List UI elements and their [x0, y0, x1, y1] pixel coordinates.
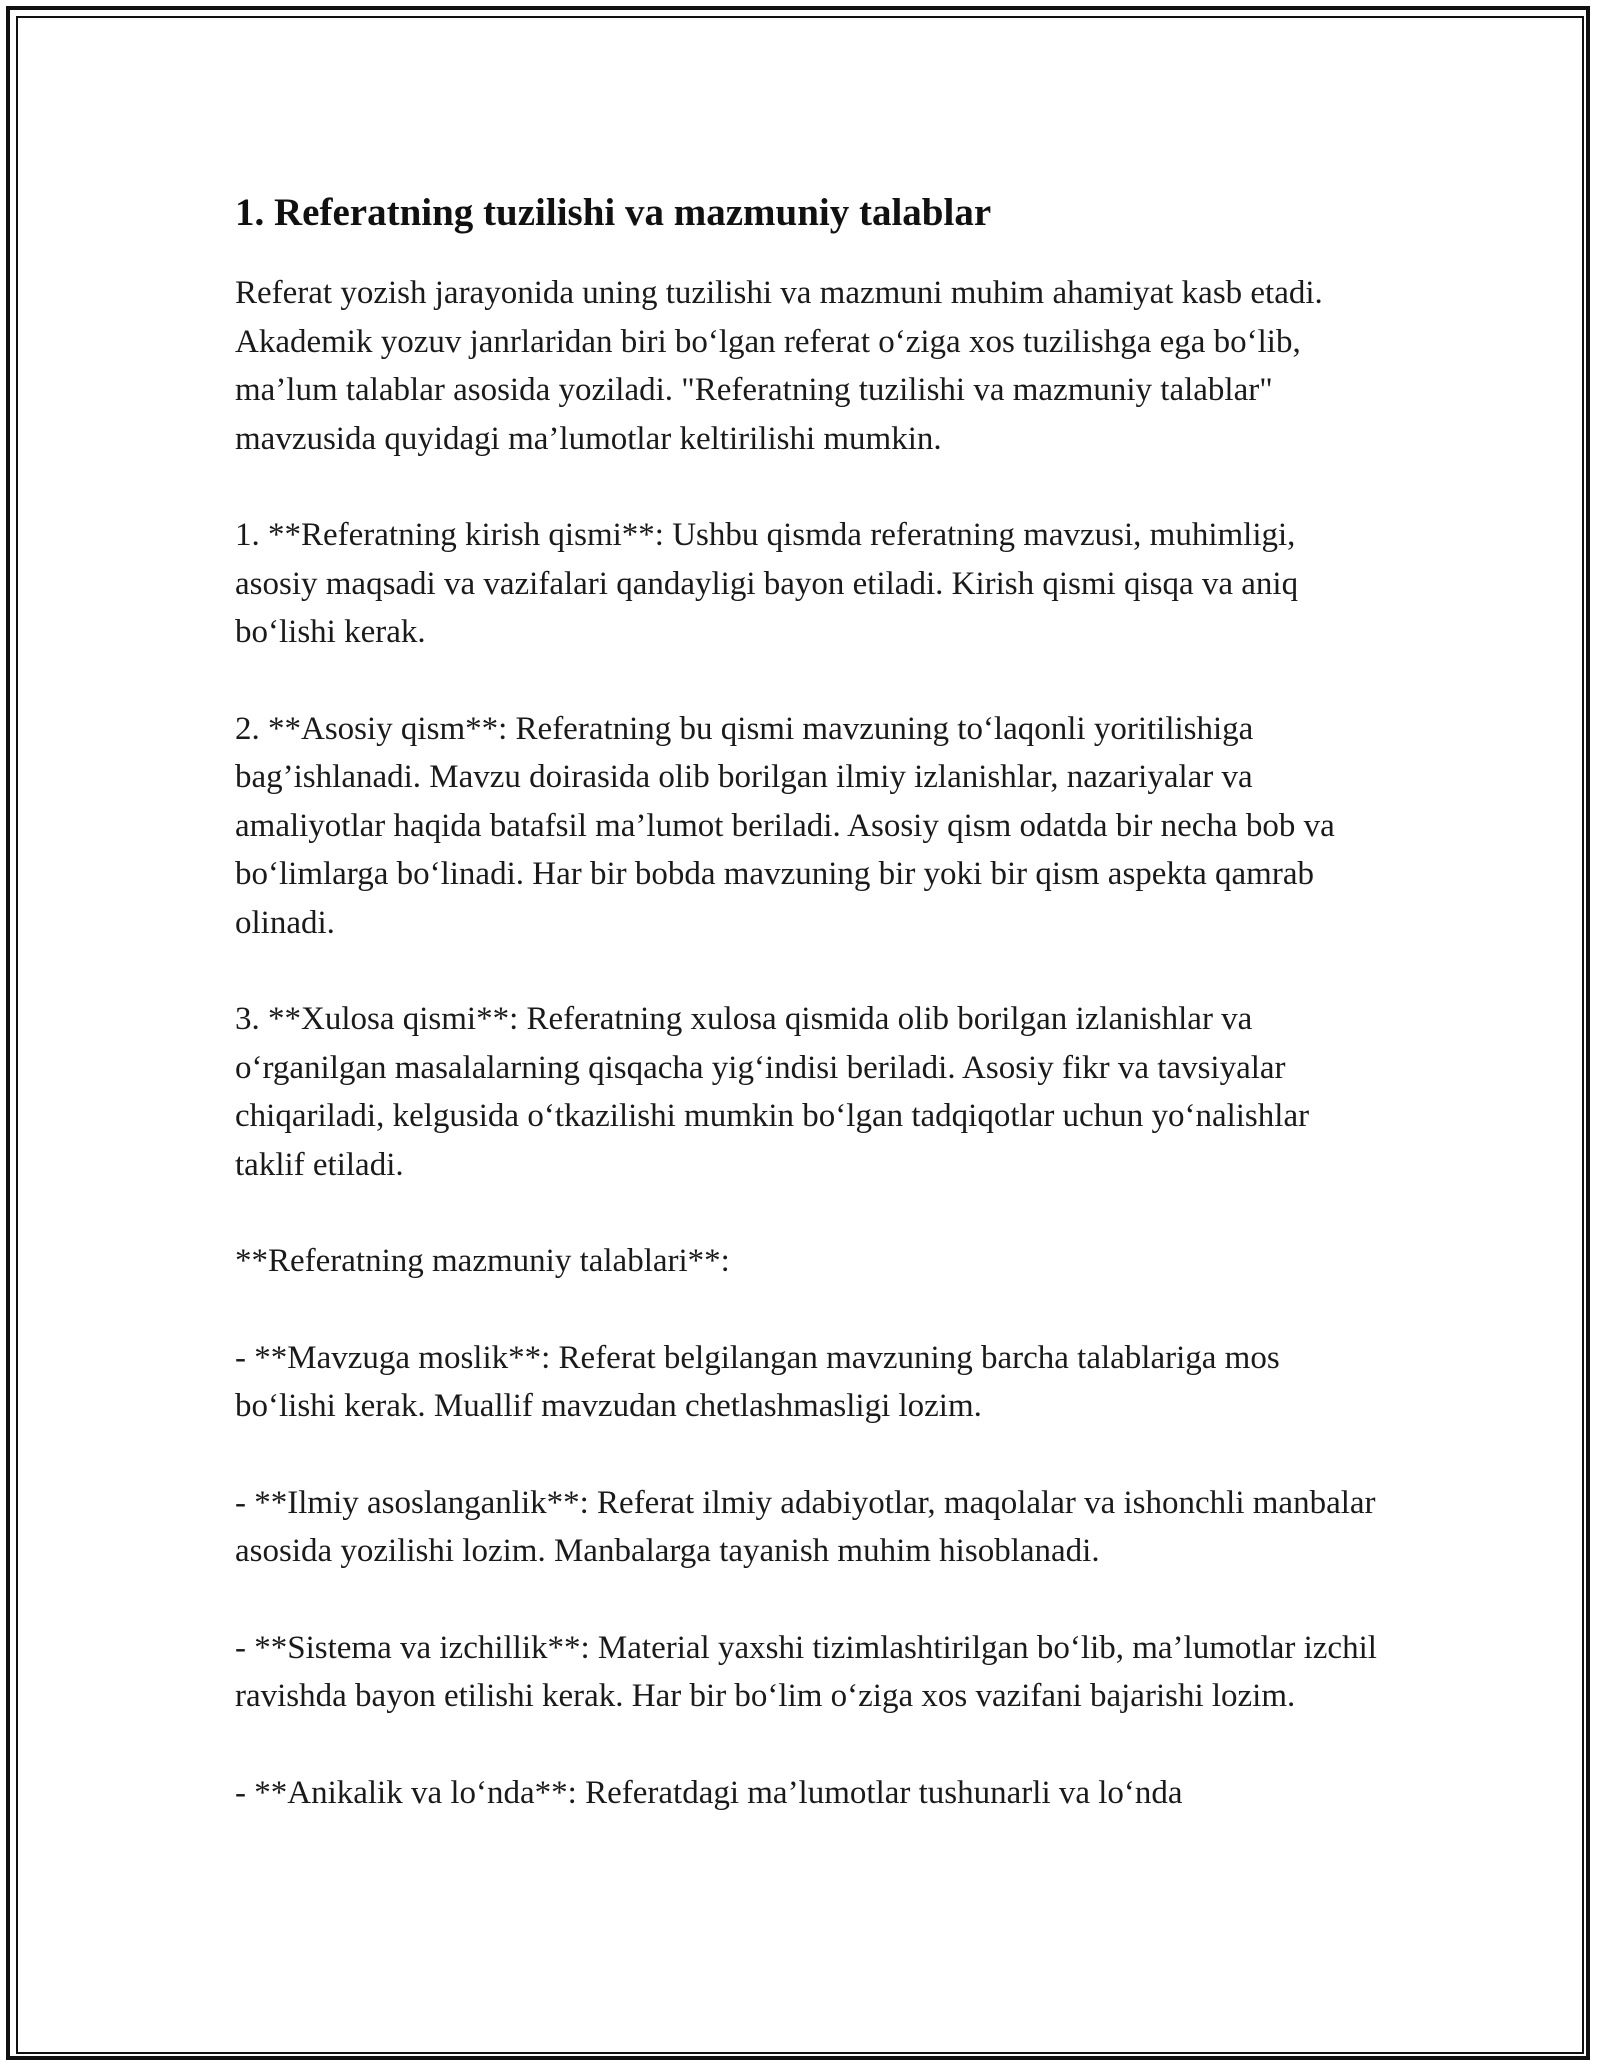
requirement-clarity-conciseness: - **Anikalik va lo‘nda**: Referatdagi ma’lumotlar tushunarli va lo‘nda — [235, 1774, 1183, 1811]
intro-paragraph: Referat yozish jarayonida uning tuzilishi va mazmuni muhim ahamiyat kasb etadi. Akademik yozuv janrlaridan biri bo‘lgan referat o‘ziga xos tuzilishga ega bo‘lib, ma’lum talablar asosida yoziladi. "Referatning tuzilishi va mazmuniy talablar" mavzusida quyidagi ma’lumotlar keltirilishi mumkin. — [235, 275, 1323, 457]
document-title: 1. Referatning tuzilishi va mazmuniy talablar — [235, 191, 992, 234]
requirement-system-consistency: - **Sistema va izchillik**: Material yaxshi tizimlashtirilgan bo‘lib, ma’lumotlar izchil ravishda bayon etilishi kerak. Har bir bo‘lim o‘ziga xos vazifani bajarishi lozim. — [235, 1629, 1377, 1714]
paragraph-introduction-part: 1. **Referatning kirish qismi**: Ushbu qismda referatning mavzusi, muhimligi, asosiy maqsadi va vazifalari qandayligi bayon etiladi. Kirish qismi qisqa va aniq bo‘lishi kerak. — [235, 517, 1299, 650]
requirement-scientific-basis: - **Ilmiy asoslanganlik**: Referat ilmiy adabiyotlar, maqolalar va ishonchli manbalar asosida yozilishi lozim. Manbalarga tayanish muhim hisoblanadi. — [235, 1484, 1376, 1569]
paragraph-conclusion-part: 3. **Xulosa qismi**: Referatning xulosa qismida olib borilgan izlanishlar va o‘rganilgan masalalarning qisqacha yig‘indisi beriladi. Asosiy fikr va tavsiyalar chiqariladi, kelgusida o‘tkazilishi mumkin bo‘lgan tadqiqotlar uchun yo‘nalishlar taklif etiladi. — [235, 1001, 1310, 1183]
document-body — [235, 185, 1385, 1817]
requirements-heading: **Referatning mazmuniy talablari**: — [235, 1243, 730, 1279]
paragraph-main-part: 2. **Asosiy qism**: Referatning bu qismi mavzuning to‘laqonli yoritilishiga bag’ishlanadi. Mavzu doirasida olib borilgan ilmiy izlanishlar, nazariyalar va amaliyotlar haqida batafsil ma’lumot beriladi. Asosiy qism odatda bir necha bob va bo‘limlarga bo‘linadi. Har bir bobda mavzuning bir yoki bir qism aspekta qamrab olinadi. — [235, 710, 1335, 941]
requirement-topic-relevance: - **Mavzuga moslik**: Referat belgilangan mavzuning barcha talablariga mos bo‘lishi kerak. Muallif mavzudan chetlashmasligi lozim. — [235, 1339, 1280, 1424]
